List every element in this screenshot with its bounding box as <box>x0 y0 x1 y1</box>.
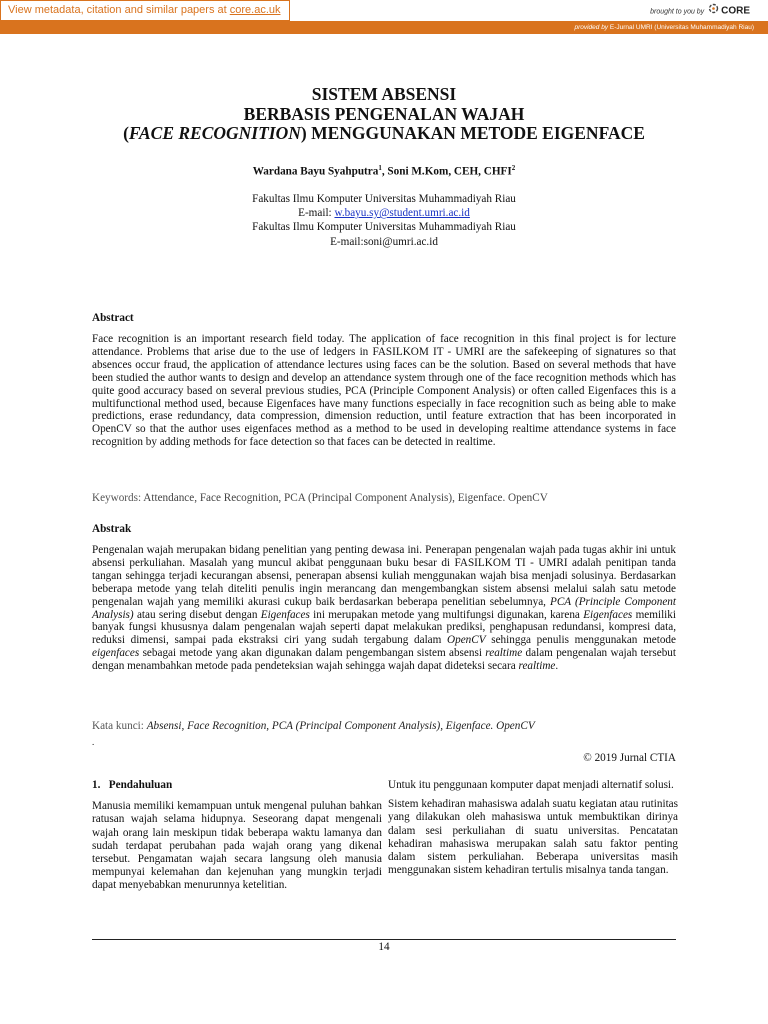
author-sep: , <box>381 165 388 178</box>
core-logo-icon <box>708 3 719 20</box>
core-banner <box>0 0 768 21</box>
email-2: E-mail:soni@umri.ac.id <box>330 235 438 248</box>
email-1-line <box>90 206 678 220</box>
title-rest: ) MENGGUNAKAN METODE EIGENFACE <box>300 123 645 143</box>
author-1: Wardana Bayu Syahputra <box>252 165 379 178</box>
email-1-link[interactable]: w.bayu.sy@student.umri.ac.id <box>334 207 470 220</box>
keywords-label: Keywords: <box>92 492 144 504</box>
metadata-text: View metadata, citation and similar papers at <box>8 4 230 16</box>
title-line-2: BERBASIS PENGENALAN WAJAH <box>243 103 525 124</box>
core-link[interactable]: core.ac.uk <box>229 4 281 16</box>
affiliations <box>90 192 678 249</box>
title-paren: ( <box>123 123 129 143</box>
abstrak-body <box>92 544 676 673</box>
affiliation-2: Fakultas Ilmu Komputer Universitas Muhammadiyah Riau <box>252 221 516 234</box>
page-number: 14 <box>378 941 390 953</box>
abstrak-heading: Abstrak <box>92 523 132 535</box>
kata-kunci <box>92 720 676 732</box>
author-2-sup: 2 <box>511 164 516 172</box>
email-1-label: E-mail: <box>298 207 335 220</box>
keywords-text: Attendance, Face Recognition, PCA (Principal Component Analysis), Eigenface. OpenCV <box>143 492 548 504</box>
title-italic: FACE RECOGNITION <box>128 123 301 143</box>
section-heading: 1. Pendahuluan <box>92 779 173 791</box>
paper-title <box>90 85 678 144</box>
brought-text: brought to you by <box>650 8 705 16</box>
kata-kunci-text: Absensi, Face Recognition, PCA (Principal Component Analysis), Eigenface. OpenCV <box>146 720 535 732</box>
provided-label: provided by <box>574 24 609 31</box>
column-left <box>92 779 382 899</box>
right-paragraph-1: Untuk itu penggunaan komputer dapat menjadi alternatif solusi. <box>388 779 674 791</box>
authors <box>90 164 678 178</box>
abstract-heading: Abstract <box>92 312 134 324</box>
brought-to-you <box>650 3 750 20</box>
core-wordmark: CORE <box>721 5 750 17</box>
column-right <box>388 779 678 883</box>
author-2: Soni M.Kom, CEH, CHFI <box>387 165 512 178</box>
metadata-banner[interactable] <box>0 0 290 21</box>
footer-rule <box>92 939 676 940</box>
provided-by-bar <box>0 21 768 34</box>
abstrak-text: Pengenalan wajah merupakan bidang penelitian yang penting dewasa ini. Penerapan pengenalan wajah pada tugas akhir ini untuk absensi perkuliahan. Masalah yang muncul akibat penggunaan buku besar di FASILKOM TI - UMRI adalah penitipan tanda tangan sehingga terjadi kecurangan absensi, penerapan absensi kuliah menggunakan wajah bisa menjadi solusinya. Berdasarkan beberapa metode yang telah diteliti penulis ingin merancang dan mengembangkan sistem absensi melalui salah satu metode pengenalan wajah yang memiliki akurasi cukup baik berdasarkan beberapa penelitian sebelumnya, PCA (Principle Component Analysis) atau sering disebut dengan Eigenfaces ini merupakan metode yang multifungsi digunakan, karena Eigenfaces memiliki banyak fungsi khususnya dalam pengenalan wajah seperti dapat melakukan prediksi, penghapusan redundansi, kompresi data, reduksi dimensi, sampai pada ekstraksi ciri yang sudah tergabung dalam OpenCV sehingga penulis menggunakan metode eigenfaces sebagai metode yang akan digunakan dalam pengembangan sistem absensi realtime dalam pengenalan wajah tersebut dengan menambahkan metode pada pendeteksian wajah sehingga wajah dapat dideteksi secara realtime. <box>92 544 676 673</box>
left-paragraph-1: Manusia memiliki kemampuan untuk mengenal puluhan bahkan ratusan wajah selama hidupnya. Seseorang dapat mengenali wajah orang lain meskipun tidak beberapa waktu lamanya dan sudah terdapat perubahan pada wajah orang yang dikenal tersebut. Pengamatan wajah secara langsung oleh manusia mempunyai kelemahan dan kejenuhan yang mungkin terjadi dapat menyebabkan menurunnya ketelitian. <box>92 800 382 892</box>
stray-dot: . <box>92 737 95 747</box>
abstract-text: Face recognition is an important research field today. The application of face recognition in this final project is for lecture attendance. Problems that arise due to the use of ledgers in FASILKOM IT - UMRI are the safekeeping of signatures so that absences occur fraud, the application of attendance lectures using faces can be the solution. Based on several methods that have been studied the author wants to design and develop an attendance system through one of the face recognition methods which has quite good accuracy based on several previous studies, PCA (Principle Component Analysis) or often called Eigenfaces this is a multifunctional method used, because Eigenfaces have many functions especially in face recognition such as being able to make predictions, erase redundancy, data compression, dimension reduction, until feature extraction that has been incorporated in OpenCV so that the author uses eigenfaces method as a method to be used in developing realtime attendance systems in face recognition by adding methods for face detection so that faces can be detected in realtime. <box>92 333 676 449</box>
keywords <box>92 492 676 504</box>
abstract-body <box>92 333 676 449</box>
author-1-sup: 1 <box>378 164 382 172</box>
right-paragraph-2: Sistem kehadiran mahasiswa adalah suatu kegiatan atau rutinitas yang dilakukan oleh mahasiswa untuk membuktikan dirinya dalam sesi perkuliahan di suatu universitas. Pencatatan kehadiran mahasiswa merupakan salah satu faktor penting dalam sistem perkuliahan. Beberapa universitas masih menggunakan sistem kehadiran tertulis misalnya tanda tangan. <box>388 798 678 877</box>
title-line-1: SISTEM ABSENSI <box>311 84 457 104</box>
provided-source: E-Jurnal UMRI (Universitas Muhammadiyah Riau) <box>609 24 754 31</box>
title-line-3 <box>90 124 678 144</box>
affiliation-1: Fakultas Ilmu Komputer Universitas Muhammadiyah Riau <box>252 193 516 205</box>
kata-kunci-label: Kata kunci: <box>92 720 147 732</box>
copyright: © 2019 Jurnal CTIA <box>583 752 676 764</box>
